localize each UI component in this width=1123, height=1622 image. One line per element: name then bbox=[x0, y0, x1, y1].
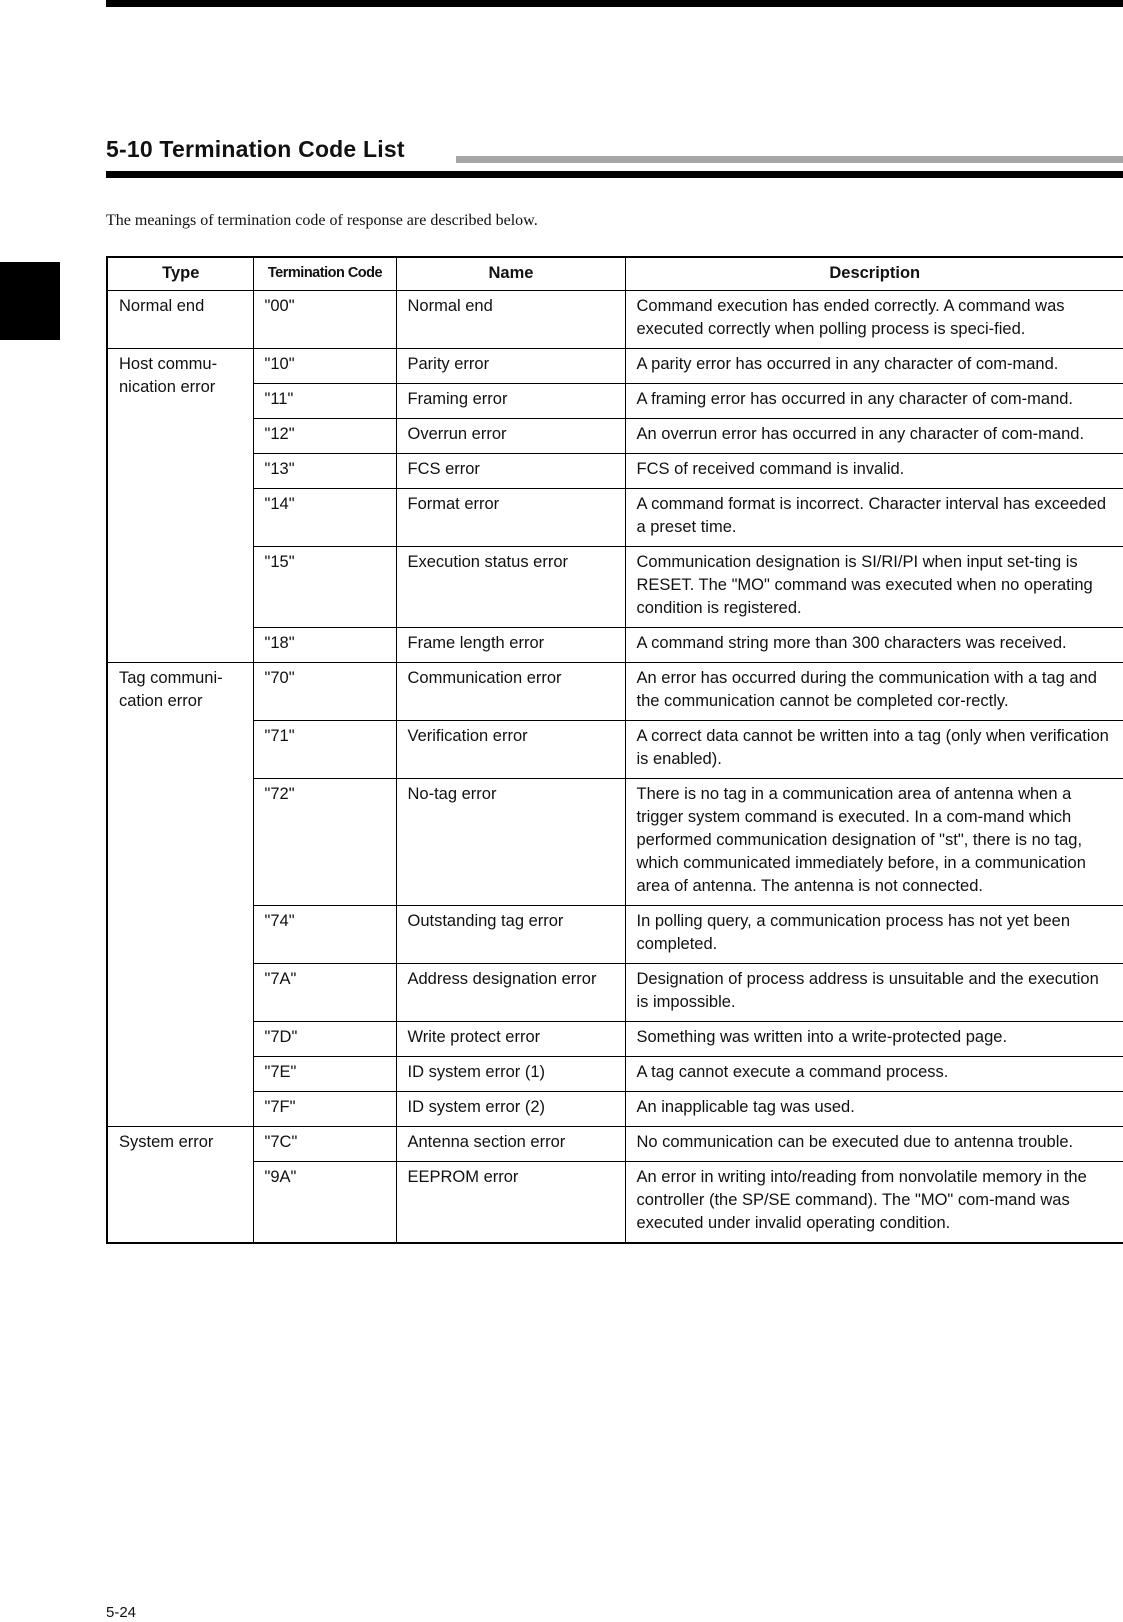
description-cell: No communication can be executed due to antenna trouble. bbox=[625, 1127, 1123, 1162]
description-cell: FCS of received command is invalid. bbox=[625, 454, 1123, 489]
description-cell: Designation of process address is unsuitable and the execution is impossible. bbox=[625, 964, 1123, 1022]
name-cell: Outstanding tag error bbox=[396, 906, 625, 964]
table-row bbox=[107, 349, 1123, 384]
table-row bbox=[107, 454, 1123, 489]
intro-paragraph: The meanings of termination code of response are described below. bbox=[106, 212, 538, 229]
name-cell: Format error bbox=[396, 489, 625, 547]
header-type: Type bbox=[107, 257, 253, 291]
code-cell: "70" bbox=[253, 663, 396, 721]
type-cell: Tag communi-cation error bbox=[107, 663, 253, 1127]
table-row bbox=[107, 384, 1123, 419]
description-cell: An overrun error has occurred in any character of com-mand. bbox=[625, 419, 1123, 454]
description-cell: A correct data cannot be written into a tag (only when verification is enabled). bbox=[625, 721, 1123, 779]
name-cell: No-tag error bbox=[396, 779, 625, 906]
table-row bbox=[107, 1057, 1123, 1092]
name-cell: ID system error (2) bbox=[396, 1092, 625, 1127]
name-cell: Antenna section error bbox=[396, 1127, 625, 1162]
header-name: Name bbox=[396, 257, 625, 291]
code-cell: "7A" bbox=[253, 964, 396, 1022]
name-cell: Overrun error bbox=[396, 419, 625, 454]
name-cell: Frame length error bbox=[396, 628, 625, 663]
code-cell: "71" bbox=[253, 721, 396, 779]
description-cell: Command execution has ended correctly. A command was executed correctly when polling process is speci-fied. bbox=[625, 291, 1123, 349]
type-cell: Normal end bbox=[107, 291, 253, 349]
table-row bbox=[107, 663, 1123, 721]
top-rule bbox=[106, 0, 1123, 7]
name-cell: Framing error bbox=[396, 384, 625, 419]
code-cell: "12" bbox=[253, 419, 396, 454]
code-cell: "13" bbox=[253, 454, 396, 489]
code-cell: "7E" bbox=[253, 1057, 396, 1092]
name-cell: Parity error bbox=[396, 349, 625, 384]
description-cell: A parity error has occurred in any character of com-mand. bbox=[625, 349, 1123, 384]
table-body bbox=[107, 291, 1123, 1244]
name-cell: Verification error bbox=[396, 721, 625, 779]
description-cell: Communication designation is SI/RI/PI when input set-ting is RESET. The "MO" command was executed when no operating condition is registered. bbox=[625, 547, 1123, 628]
table-row bbox=[107, 547, 1123, 628]
code-cell: "00" bbox=[253, 291, 396, 349]
title-gray-bar bbox=[456, 156, 1123, 163]
name-cell: Execution status error bbox=[396, 547, 625, 628]
name-cell: Address designation error bbox=[396, 964, 625, 1022]
code-cell: "74" bbox=[253, 906, 396, 964]
table-row bbox=[107, 721, 1123, 779]
table-row bbox=[107, 628, 1123, 663]
table-row bbox=[107, 489, 1123, 547]
name-cell: Normal end bbox=[396, 291, 625, 349]
name-cell: Communication error bbox=[396, 663, 625, 721]
type-cell: System error bbox=[107, 1127, 253, 1244]
table-header-row bbox=[107, 257, 1123, 291]
table-row bbox=[107, 906, 1123, 964]
code-cell: "15" bbox=[253, 547, 396, 628]
header-termination-code: Termination Code bbox=[253, 257, 396, 291]
name-cell: FCS error bbox=[396, 454, 625, 489]
table-row bbox=[107, 291, 1123, 349]
code-cell: "7C" bbox=[253, 1127, 396, 1162]
code-cell: "18" bbox=[253, 628, 396, 663]
code-cell: "14" bbox=[253, 489, 396, 547]
table-row bbox=[107, 964, 1123, 1022]
title-black-bar bbox=[106, 171, 1123, 178]
name-cell: ID system error (1) bbox=[396, 1057, 625, 1092]
description-cell: An error has occurred during the communication with a tag and the communication cannot be completed cor-rectly. bbox=[625, 663, 1123, 721]
description-cell: A command string more than 300 characters was received. bbox=[625, 628, 1123, 663]
table-row bbox=[107, 779, 1123, 906]
description-cell: An inapplicable tag was used. bbox=[625, 1092, 1123, 1127]
description-cell: A command format is incorrect. Character interval has exceeded a preset time. bbox=[625, 489, 1123, 547]
description-cell: A tag cannot execute a command process. bbox=[625, 1057, 1123, 1092]
code-cell: "7D" bbox=[253, 1022, 396, 1057]
chapter-side-tab bbox=[0, 262, 60, 340]
description-cell: There is no tag in a communication area of antenna when a trigger system command is executed. In a com-mand which performed communication designation of "st", there is no tag, which communicated immediately before, in a communication area of antenna. The antenna is not connected. bbox=[625, 779, 1123, 906]
code-cell: "11" bbox=[253, 384, 396, 419]
code-cell: "9A" bbox=[253, 1162, 396, 1244]
description-cell: An error in writing into/reading from nonvolatile memory in the controller (the SP/SE command). The "MO" com-mand was executed under invalid operating condition. bbox=[625, 1162, 1123, 1244]
code-cell: "7F" bbox=[253, 1092, 396, 1127]
name-cell: EEPROM error bbox=[396, 1162, 625, 1244]
code-cell: "72" bbox=[253, 779, 396, 906]
section-title: 5-10 Termination Code List bbox=[106, 136, 405, 162]
termination-code-table bbox=[106, 256, 1123, 1244]
table-row bbox=[107, 1022, 1123, 1057]
description-cell: In polling query, a communication process has not yet been completed. bbox=[625, 906, 1123, 964]
type-cell: Host commu-nication error bbox=[107, 349, 253, 663]
page-number: 5-24 bbox=[106, 1604, 137, 1621]
table-row bbox=[107, 1092, 1123, 1127]
header-description: Description bbox=[625, 257, 1123, 291]
description-cell: Something was written into a write-protected page. bbox=[625, 1022, 1123, 1057]
table-row bbox=[107, 1127, 1123, 1162]
table-row bbox=[107, 1162, 1123, 1244]
code-cell: "10" bbox=[253, 349, 396, 384]
table-row bbox=[107, 419, 1123, 454]
description-cell: A framing error has occurred in any character of com-mand. bbox=[625, 384, 1123, 419]
name-cell: Write protect error bbox=[396, 1022, 625, 1057]
